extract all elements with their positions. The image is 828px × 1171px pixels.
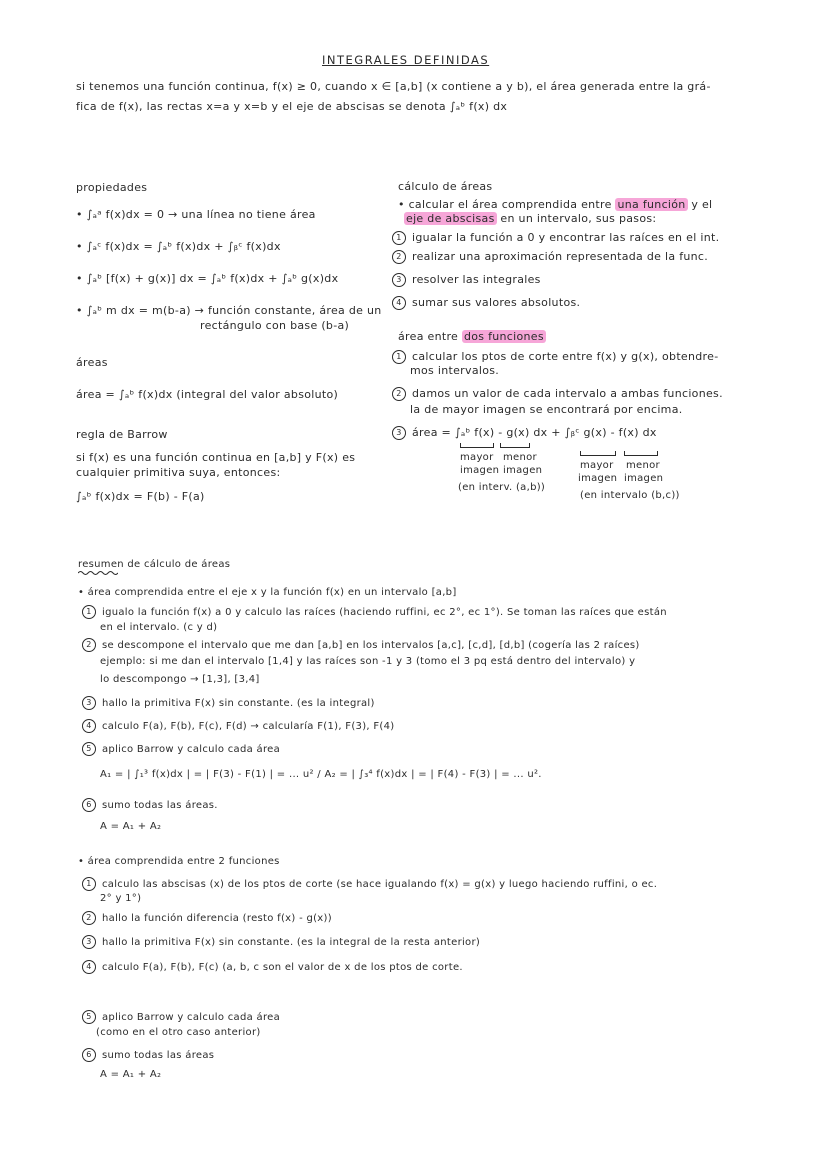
- step-number-badge: 2: [392, 250, 406, 264]
- resumen-case2-step-3-text: hallo la primitiva F(x) sin constante. (es la integral de la resta anterior): [102, 937, 481, 948]
- intro-line-1: si tenemos una función continua, f(x) ≥ 0, cuando x ∈ [a,b] (x contiene a y b), el área generada entre la grá-: [76, 80, 711, 93]
- resumen-step-4: [82, 719, 394, 734]
- step-number-badge: 4: [82, 960, 96, 974]
- resumen-step-4-text: calculo F(a), F(b), F(c), F(d) → calcularía F(1), F(3), F(4): [102, 721, 395, 732]
- resumen-case2-step-4: [82, 960, 463, 975]
- propiedades-heading: propiedades: [76, 181, 148, 194]
- step-number-badge: 2: [392, 387, 406, 401]
- highlight-eje-abscisas: eje de abscisas: [406, 212, 495, 225]
- label-mayor-2: mayor: [580, 460, 614, 471]
- step-number-badge: 2: [82, 911, 96, 925]
- resumen-step-2-cont: lo descompongo → [1,3], [3,4]: [100, 674, 260, 685]
- step-number-badge: 5: [82, 742, 96, 756]
- calculo-intro-pre: • calcular el área comprendida entre: [398, 198, 612, 211]
- resumen-case2-step-3: [82, 935, 480, 950]
- barrow-line-1: si f(x) es una función continua en [a,b] y F(x) es: [76, 451, 356, 464]
- dos-funciones-step-3-text: área = ∫ₐᵇ f(x) - g(x) dx + ∫ᵦᶜ g(x) - f(x) dx: [412, 426, 657, 439]
- resumen-step-5: [82, 742, 280, 757]
- underbrace-g2: [580, 452, 616, 456]
- barrow-heading: regla de Barrow: [76, 428, 168, 441]
- resumen-heading: resumen de cálculo de áreas: [78, 559, 231, 570]
- resumen-case2-step-1: [82, 877, 657, 892]
- propiedad-4: • ∫ₐᵇ m dx = m(b-a) → función constante, área de un: [76, 304, 382, 317]
- resumen-step-6-formula: A = A₁ + A₂: [100, 821, 162, 832]
- resumen-step-3-text: hallo la primitiva F(x) sin constante. (es la integral): [102, 698, 375, 709]
- step-number-badge: 4: [82, 719, 96, 733]
- underbrace-f: [460, 444, 494, 448]
- propiedad-3: • ∫ₐᵇ [f(x) + g(x)] dx = ∫ₐᵇ f(x)dx + ∫ₐᵇ g(x)dx: [76, 272, 339, 285]
- resumen-step-2-text: se descompone el intervalo que me dan [a,b] en los intervalos [a,c], [c,d], [d,b] (cogería las 2 raíces): [102, 640, 640, 651]
- resumen-step-5-text: aplico Barrow y calculo cada área: [102, 744, 281, 755]
- step-number-badge: 1: [392, 231, 406, 245]
- dos-funciones-step-2: [392, 387, 723, 401]
- areas-heading: áreas: [76, 356, 108, 369]
- squiggle-underline: [78, 570, 118, 576]
- calculo-heading: cálculo de áreas: [398, 180, 493, 193]
- label-mayor-1: mayor: [460, 452, 494, 463]
- label-imagen-4: imagen: [624, 473, 664, 484]
- dos-funciones-step-1: [392, 350, 718, 364]
- resumen-case2-step-5: [82, 1010, 280, 1025]
- label-interv-2: (en intervalo (b,c)): [580, 490, 680, 501]
- barrow-line-2: cualquier primitiva suya, entonces:: [76, 466, 281, 479]
- calculo-step-2-text: realizar una aproximación representada de la func.: [412, 250, 709, 263]
- resumen-case2-step-4-text: calculo F(a), F(b), F(c) (a, b, c son el valor de x de los ptos de corte.: [102, 962, 463, 973]
- calculo-step-3-text: resolver las integrales: [412, 273, 541, 286]
- resumen-case2-step-2-text: hallo la función diferencia (resto f(x) - g(x)): [102, 913, 332, 924]
- resumen-case2-step-6-formula: A = A₁ + A₂: [100, 1069, 162, 1080]
- propiedad-2: • ∫ₐᶜ f(x)dx = ∫ₐᵇ f(x)dx + ∫ᵦᶜ f(x)dx: [76, 240, 281, 253]
- dos-funciones-step-2-text: damos un valor de cada intervalo a ambas funciones.: [412, 387, 723, 400]
- step-number-badge: 3: [392, 273, 406, 287]
- resumen-case2-step-1-text: calculo las abscisas (x) de los ptos de corte (se hace igualando f(x) = g(x) y luego haciendo ruffini, o ec.: [102, 879, 658, 890]
- propiedad-1: • ∫ₐᵃ f(x)dx = 0 → una línea no tiene área: [76, 208, 316, 221]
- step-number-badge: 4: [392, 296, 406, 310]
- resumen-case2-step-6-text: sumo todas las áreas: [102, 1050, 215, 1061]
- step-number-badge: 3: [392, 426, 406, 440]
- resumen-step-1: [82, 605, 667, 620]
- step-number-badge: 3: [82, 696, 96, 710]
- calculo-step-1-text: igualar la función a 0 y encontrar las raíces en el int.: [412, 231, 720, 244]
- underbrace-f2: [624, 452, 658, 456]
- label-menor-2: menor: [626, 460, 660, 471]
- intro-line-2: fica de f(x), las rectas x=a y x=b y el eje de abscisas se denota ∫ₐᵇ f(x) dx: [76, 100, 508, 113]
- dos-funciones-heading: [398, 330, 546, 344]
- step-number-badge: 3: [82, 935, 96, 949]
- resumen-case2-step-2: [82, 911, 332, 926]
- step-number-badge: 1: [82, 605, 96, 619]
- label-imagen-2: imagen: [503, 465, 543, 476]
- resumen-case2-step-6: [82, 1048, 214, 1063]
- step-number-badge: 6: [82, 1048, 96, 1062]
- calculo-intro-line-1: [398, 198, 712, 212]
- barrow-formula: ∫ₐᵇ f(x)dx = F(b) - F(a): [76, 490, 205, 503]
- dos-funciones-step-1-cont: mos intervalos.: [410, 364, 500, 377]
- dos-funciones-heading-pre: área entre: [398, 330, 459, 343]
- areas-formula: área = ∫ₐᵇ f(x)dx (integral del valor absoluto): [76, 388, 339, 401]
- resumen-step-2-ejemplo: ejemplo: si me dan el intervalo [1,4] y las raíces son -1 y 3 (tomo el 3 pq está dentro del intervalo) y: [100, 656, 636, 667]
- label-imagen-3: imagen: [578, 473, 618, 484]
- dos-funciones-step-2-cont: la de mayor imagen se encontrará por encima.: [410, 403, 683, 416]
- step-number-badge: 5: [82, 1010, 96, 1024]
- label-interv-1: (en interv. (a,b)): [458, 482, 546, 493]
- highlight-dos-funciones: dos funciones: [463, 330, 544, 343]
- step-number-badge: 1: [392, 350, 406, 364]
- dos-funciones-step-3: [392, 426, 657, 440]
- calculo-step-4-text: sumar sus valores absolutos.: [412, 296, 581, 309]
- resumen-step-6-text: sumo todas las áreas.: [102, 800, 218, 811]
- resumen-case-1: • área comprendida entre el eje x y la función f(x) en un intervalo [a,b]: [78, 587, 457, 598]
- step-number-badge: 6: [82, 798, 96, 812]
- calculo-step-1: [392, 231, 719, 245]
- calculo-step-3: [392, 273, 541, 287]
- label-imagen-1: imagen: [460, 465, 500, 476]
- dos-funciones-step-1-text: calcular los ptos de corte entre f(x) y g(x), obtendre-: [412, 350, 719, 363]
- resumen-step-6: [82, 798, 218, 813]
- resumen-step-1-cont: en el intervalo. (c y d): [100, 622, 218, 633]
- page-title: INTEGRALES DEFINIDAS: [322, 53, 490, 67]
- calculo-intro-post1: y el: [691, 198, 713, 211]
- resumen-step-2: [82, 638, 640, 653]
- calculo-step-2: [392, 250, 708, 264]
- calculo-intro-line-2: [404, 212, 656, 226]
- underbrace-g: [500, 444, 530, 448]
- resumen-step-1-text: igualo la función f(x) a 0 y calculo las raíces (haciendo ruffini, ec 2°, ec 1°). Se toman las raíces que están: [102, 607, 667, 618]
- resumen-case2-step-1-cont: 2° y 1°): [100, 893, 142, 904]
- resumen-case2-step-5-cont: (como en el otro caso anterior): [96, 1027, 261, 1038]
- step-number-badge: 1: [82, 877, 96, 891]
- propiedad-4-cont: rectángulo con base (b-a): [200, 319, 350, 332]
- calculo-step-4: [392, 296, 580, 310]
- calculo-intro-post2: en un intervalo, sus pasos:: [500, 212, 657, 225]
- resumen-case-2: • área comprendida entre 2 funciones: [78, 856, 280, 867]
- resumen-step-3: [82, 696, 375, 711]
- resumen-step-5-formula: A₁ = | ∫₁³ f(x)dx | = | F(3) - F(1) | = ... u² / A₂ = | ∫₃⁴ f(x)dx | = | F(4) - F(3) | = ... u².: [100, 769, 542, 780]
- resumen-case2-step-5-text: aplico Barrow y calculo cada área: [102, 1012, 281, 1023]
- highlight-una-funcion: una función: [617, 198, 686, 211]
- step-number-badge: 2: [82, 638, 96, 652]
- label-menor-1: menor: [503, 452, 537, 463]
